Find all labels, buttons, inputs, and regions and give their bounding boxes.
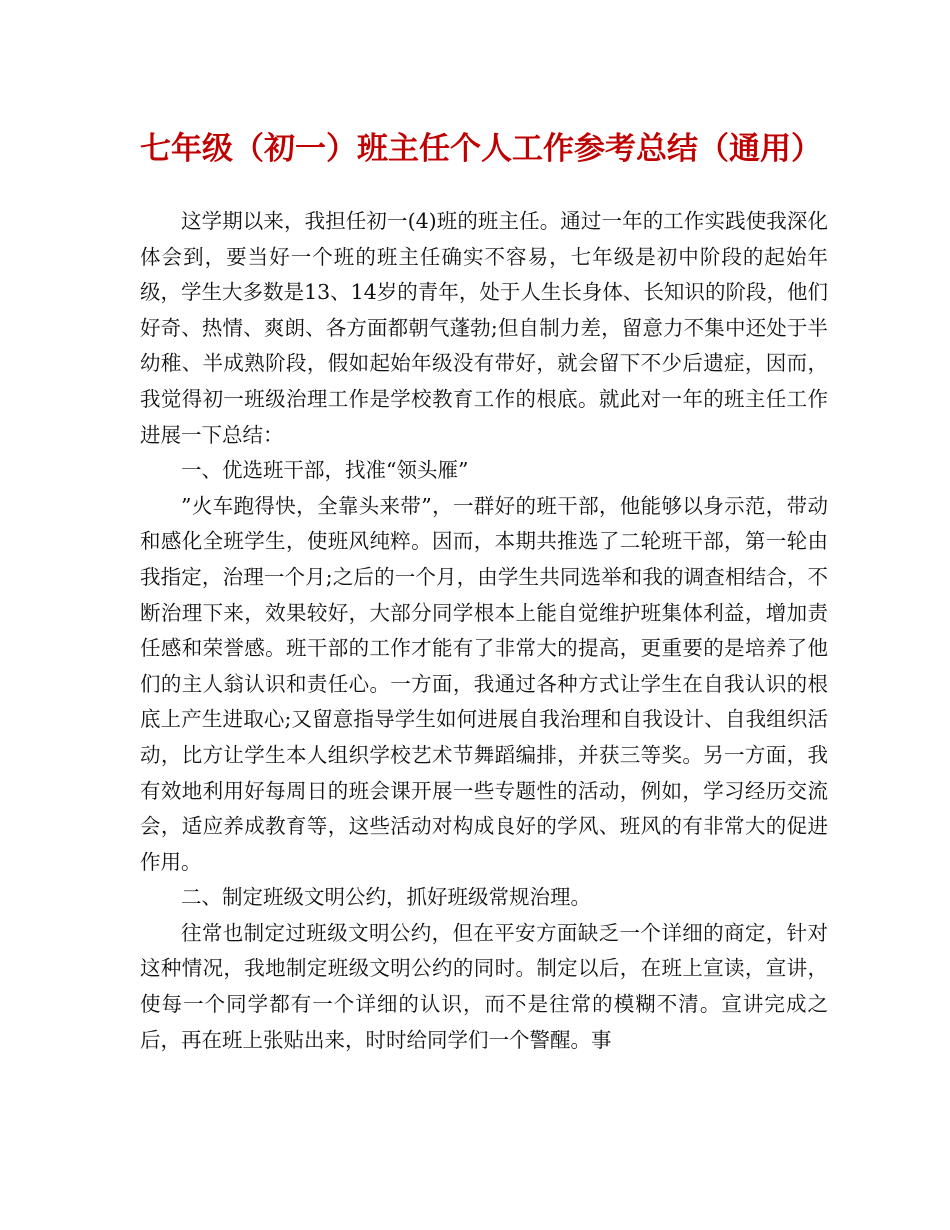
paragraph-section-2: 往常也制定过班级文明公约，但在平安方面缺乏一个详细的商定，针对这种情况，我地制定班级文明公约的同时。制定以后，在班上宣读，宣讲，使每一个同学都有一个详细的认识，而不是往常的模糊不清。宣讲完成之后，再在班上张贴出来，时时给同学们一个警醒。事 xyxy=(140,920,828,1052)
paragraph-section-1: ”火车跑得快，全靠头来带”，一群好的班干部，他能够以身示范，带动和感化全班学生，使班风纯粹。因而，本期共推选了二轮班干部，第一轮由我指定，治理一个月;之后的一个月，由学生共同选举和我的调查相结合，不断治理下来，效果较好，大部分同学根本上能自觉维护班集体利益，增加责任感和荣誉感。班干部的工作才能有了非常大的提高，更重要的是培养了他们的主人翁认识和责任心。一方面，我通过各种方式让学生在自我认识的根底上产生进取心;又留意指导学生如何进展自我治理和自我设计、自我组织活动，比方让学生本人组织学校艺术节舞蹈编排，并获三等奖。另一方面，我有效地利用好每周日的班会课开展一些专题性的活动，例如，学习经历交流会，适应养成教育等，这些活动对构成良好的学风、班风的有非常大的促进作用。 xyxy=(140,493,828,874)
paragraph-intro: 这学期以来，我担任初一(4)班的班主任。通过一年的工作实践使我深化体会到，要当好一个班的班主任确实不容易，七年级是初中阶段的起始年级，学生大多数是13、14岁的青年，处于人生长身体、长知识的阶段，他们好奇、热情、爽朗、各方面都朝气蓬勃;但自制力差，留意力不集中还处于半幼稚、半成熟阶段，假如起始年级没有带好，就会留下不少后遗症，因而，我觉得初一班级治理工作是学校教育工作的根底。就此对一年的班主任工作进展一下总结： xyxy=(140,209,828,447)
section-heading-1: 一、优选班干部，找准“领头雁” xyxy=(181,458,469,483)
section-heading-2: 二、制定班级文明公约，抓好班级常规治理。 xyxy=(181,885,591,910)
document-body xyxy=(140,204,828,1058)
document-title: 七年级（初一）班主任个人工作参考总结（通用） xyxy=(140,131,822,167)
